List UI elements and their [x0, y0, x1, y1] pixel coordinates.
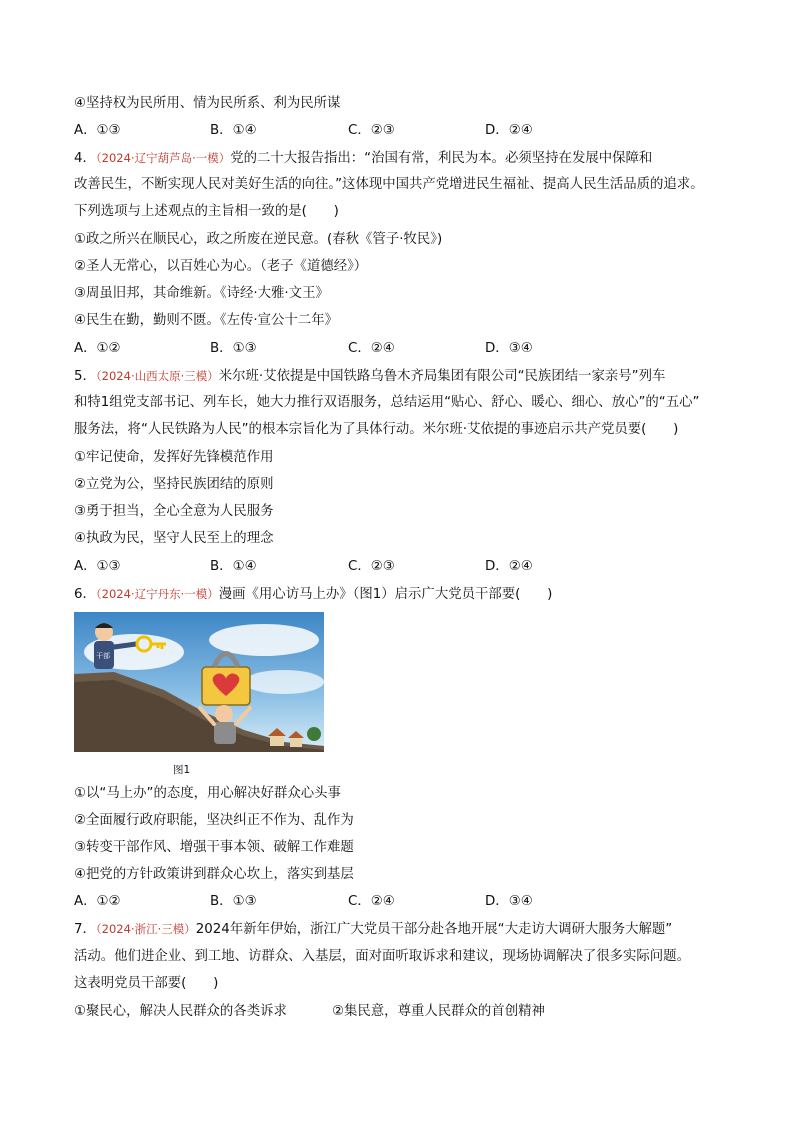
q7-stem-line-3: 这表明党员干部要( )	[74, 976, 219, 991]
q6-number: 6．	[74, 587, 96, 602]
q5-number: 5．	[74, 369, 96, 384]
q5-stem-line-3: 服务法，将“人民铁路为人民”的根本宗旨化为了具体行动。米尔班·艾依提的事迹启示共产党员要( )	[74, 422, 679, 437]
q4-option-a[interactable]: A．①②	[74, 341, 121, 356]
q6-source: （2024·辽宁丹东·一模）	[95, 587, 219, 601]
q5-item-3: ③勇于担当，全心全意为人民服务	[74, 504, 274, 519]
q3-option-d[interactable]: D．②④	[485, 123, 533, 138]
q4-source: （2024·辽宁葫芦岛·一模）	[95, 151, 231, 165]
q5-option-d[interactable]: D．②④	[485, 559, 533, 574]
q3-option-c[interactable]: C．②③	[348, 123, 395, 138]
q4-stem-line-3: 下列选项与上述观点的主旨相一致的是( )	[74, 204, 339, 219]
q7-item-1: ①聚民心，解决人民群众的各类诉求	[74, 1004, 287, 1019]
q7-stem-line-1	[74, 920, 672, 939]
cartoon-figure	[74, 612, 324, 752]
q5-option-c[interactable]: C．②③	[348, 559, 395, 574]
q5-stem-line-1	[74, 367, 665, 386]
q5-source: （2024·山西太原·三模）	[95, 369, 219, 383]
q5-stem-line-2: 和特1组党支部书记、列车长，她大力推行双语服务，总结运用“贴心、舒心、暖心、细心、放心”的“五心”	[74, 395, 700, 410]
q7-number: 7．	[74, 922, 96, 937]
cloud	[244, 670, 324, 694]
figure-tag: 干部	[96, 652, 110, 660]
q5-item-1: ①牢记使命，发挥好先锋模范作用	[74, 450, 274, 465]
q7-stem-line-2: 活动。他们进企业、到工地、访群众、入基层，面对面听取诉求和建议，现场协调解决了很多实际问题。	[74, 949, 690, 964]
q6-item-3: ③转变干部作风、增强干事本领、破解工作难题	[74, 840, 354, 855]
q4-item-3: ③周虽旧邦，其命维新。《诗经·大雅·文王》	[74, 286, 329, 301]
q6-stem-text-1: 漫画《用心访马上办》（图1）启示广大党员干部要( )	[218, 587, 553, 602]
q4-number: 4．	[74, 151, 96, 166]
q4-item-1: ①政之所兴在顺民心，政之所废在逆民意。(春秋《管子·牧民》)	[74, 232, 443, 247]
q6-option-b[interactable]: B．①③	[210, 894, 257, 909]
q6-stem-line-1	[74, 585, 552, 604]
q6-option-d[interactable]: D．③④	[485, 894, 533, 909]
q6-option-a[interactable]: A．①②	[74, 894, 121, 909]
q4-stem-line-1	[74, 149, 652, 168]
q6-item-4: ④把党的方针政策讲到群众心坎上，落实到基层	[74, 867, 354, 882]
q4-option-b[interactable]: B．①③	[210, 341, 257, 356]
q4-item-2: ②圣人无常心，以百姓心为心。（老子《道德经》）	[74, 259, 368, 274]
q5-item-2: ②立党为公，坚持民族团结的原则	[74, 477, 274, 492]
q4-option-d[interactable]: D．③④	[485, 341, 533, 356]
figure-caption: 图1	[173, 764, 191, 776]
q7-source: （2024·浙江·三模）	[95, 922, 196, 936]
q6-item-2: ②全面履行政府职能，坚决纠正不作为、乱作为	[74, 813, 354, 828]
q5-option-b[interactable]: B．①④	[210, 559, 257, 574]
q4-option-c[interactable]: C．②④	[348, 341, 395, 356]
q3-option-a[interactable]: A．①③	[74, 123, 121, 138]
q5-stem-text-1: 米尔班·艾依提是中国铁路乌鲁木齐局集团有限公司“民族团结一家亲号”列车	[218, 369, 666, 384]
q5-item-4: ④执政为民，坚守人民至上的理念	[74, 531, 274, 546]
q6-option-c[interactable]: C．②④	[348, 894, 395, 909]
q7-stem-text-1: 2024年新年伊始，浙江广大党员干部分赴各地开展“大走访大调研大服务大解题”	[195, 922, 673, 937]
q4-stem-line-2: 改善民生，不断实现人民对美好生活的向往。”这体现中国共产党增进民生福祉、提高人民生活品质的追求。	[74, 177, 704, 192]
q4-stem-text-1: 党的二十大报告指出：“治国有常，利民为本。必须坚持在发展中保障和	[230, 151, 653, 166]
q3-item-4: ④坚持权为民所用、情为民所系、利为民所谋	[74, 96, 341, 111]
q3-option-b[interactable]: B．①④	[210, 123, 257, 138]
q7-item-2: ②集民意，尊重人民群众的首创精神	[332, 1004, 545, 1019]
q5-option-a[interactable]: A．①③	[74, 559, 121, 574]
q6-item-1: ①以“马上办”的态度，用心解决好群众心头事	[74, 786, 341, 801]
q4-item-4: ④民生在勤，勤则不匮。《左传·宣公十二年》	[74, 313, 338, 328]
